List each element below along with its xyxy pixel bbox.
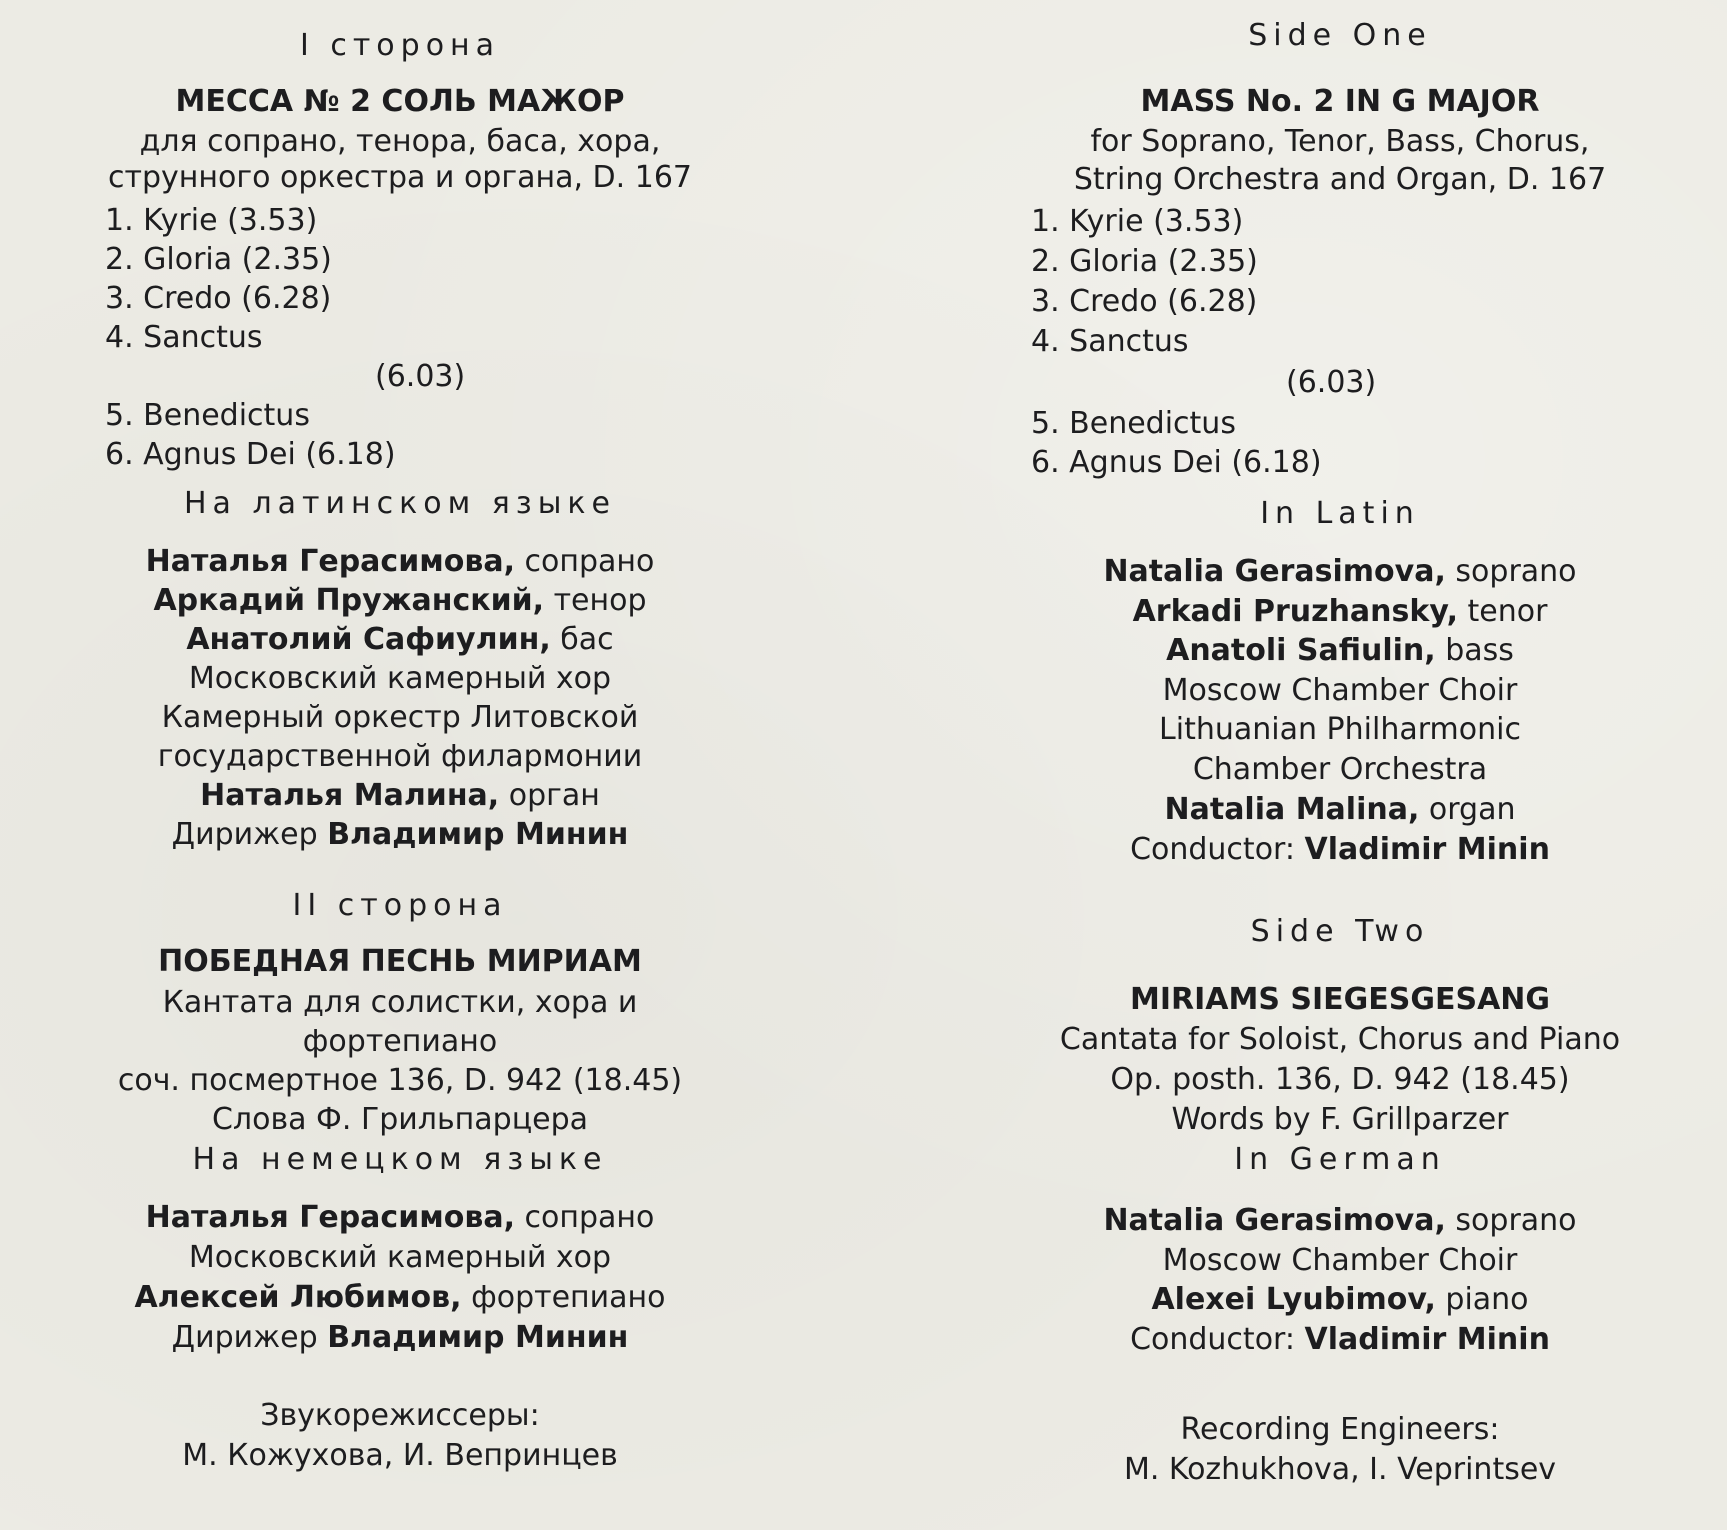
cantata-subtitle-ru-2: фортепиано <box>302 1024 498 1059</box>
organist-role: organ <box>1419 792 1516 827</box>
organist-line <box>975 792 1705 828</box>
sanctus-duration: (6.03) <box>1286 365 1377 400</box>
track-item: 4. Sanctus <box>1031 324 1189 359</box>
performer-line <box>975 633 1705 669</box>
mass-subtitle-ru-1: для сопрано, тенора, баса, хора, <box>139 124 661 159</box>
engineers-label-ru: Звукорежиссеры: <box>260 1398 540 1433</box>
side-one-heading-ru: I сторона <box>299 28 501 63</box>
track-item: 5. Benedictus <box>1031 406 1236 441</box>
organist-role: орган <box>499 778 600 813</box>
performer-name: Аркадий Пружанский, <box>153 583 545 618</box>
performer-role: soprano <box>1445 1203 1577 1238</box>
performer-name: Наталья Герасимова, <box>145 544 515 579</box>
performer-role: фортепиано <box>461 1280 666 1315</box>
track-item: 5. Benedictus <box>105 398 310 433</box>
track-item: 2. Gloria (2.35) <box>105 242 332 277</box>
orchestra-ru-2: государственной филармонии <box>157 739 643 774</box>
performer-name: Anatoli Safiulin, <box>1166 633 1436 668</box>
performer-role: piano <box>1435 1282 1529 1317</box>
words-by-en: Words by F. Grillparzer <box>1171 1102 1509 1137</box>
side-two-heading-en: Side Two <box>1250 914 1430 949</box>
engineers-label-en: Recording Engineers: <box>1180 1412 1500 1447</box>
choir-en: Moscow Chamber Choir <box>1162 673 1518 708</box>
cantata-subtitle-ru-1: Кантата для солистки, хора и <box>162 985 638 1020</box>
conductor-label: Дирижер <box>171 817 328 852</box>
performer-name: Анатолий Сафиулин, <box>186 622 551 657</box>
conductor-line <box>975 832 1705 868</box>
mass-subtitle-en-2: String Orchestra and Organ, D. 167 <box>1073 162 1607 197</box>
cantata-subtitle-ru-3: соч. посмертное 136, D. 942 (18.45) <box>117 1063 683 1098</box>
conductor-line <box>20 1320 780 1356</box>
track-item: 2. Gloria (2.35) <box>1031 244 1258 279</box>
language-note-en-1: In Latin <box>1260 496 1420 531</box>
mass-title-en: MASS No. 2 IN G MAJOR <box>1140 84 1540 119</box>
track-item: 6. Agnus Dei (6.18) <box>105 437 396 472</box>
engineers-ru: М. Кожухова, И. Вепринцев <box>182 1438 618 1473</box>
track-item: 1. Kyrie (3.53) <box>1031 204 1244 239</box>
cantata-title-ru: ПОБЕДНАЯ ПЕСНЬ МИРИАМ <box>158 944 642 979</box>
conductor-line <box>975 1322 1705 1358</box>
orchestra-en-2: Chamber Orchestra <box>1192 752 1488 787</box>
track-item: 6. Agnus Dei (6.18) <box>1031 445 1322 480</box>
performer-role: bass <box>1435 633 1514 668</box>
performer-line <box>975 1203 1705 1239</box>
orchestra-en-1: Lithuanian Philharmonic <box>1159 712 1521 747</box>
sanctus-duration: (6.03) <box>375 359 466 394</box>
performer-line <box>975 554 1705 590</box>
cantata-title-en: MIRIAMS SIEGESGESANG <box>1129 982 1551 1017</box>
cantata-subtitle-en-1: Cantata for Soloist, Chorus and Piano <box>1059 1022 1621 1057</box>
performer-name: Natalia Gerasimova, <box>1103 1203 1446 1238</box>
performer-line <box>975 1282 1705 1318</box>
performer-role: tenor <box>1457 594 1548 629</box>
track-item: 3. Credo (6.28) <box>1031 284 1258 319</box>
choir-ru: Московский камерный хор <box>188 661 612 696</box>
mass-title-ru: МЕССА № 2 СОЛЬ МАЖОР <box>175 84 625 119</box>
performer-role: сопрано <box>514 544 655 579</box>
track-item: 4. Sanctus <box>105 320 263 355</box>
language-note-en-2: In German <box>1234 1142 1446 1177</box>
performer-line <box>975 594 1705 630</box>
track-item: 1. Kyrie (3.53) <box>105 203 318 238</box>
conductor-label: Дирижер <box>171 1320 328 1355</box>
language-note-ru-1: На латинском языке <box>183 486 617 521</box>
performer-name: Alexei Lyubimov, <box>1151 1282 1436 1317</box>
performer-line <box>20 544 780 580</box>
performer-name: Natalia Gerasimova, <box>1103 554 1446 589</box>
performer-name: Arkadi Pruzhansky, <box>1132 594 1458 629</box>
mass-subtitle-en-1: for Soprano, Tenor, Bass, Chorus, <box>1090 124 1590 159</box>
organist-name: Natalia Malina, <box>1164 792 1420 827</box>
conductor-name: Владимир Минин <box>327 817 629 852</box>
language-note-ru-2: На немецком языке <box>192 1142 608 1177</box>
performer-role: бас <box>550 622 614 657</box>
organist-line <box>20 778 780 814</box>
choir-en-2: Moscow Chamber Choir <box>1162 1243 1518 1278</box>
cantata-subtitle-en-2: Op. posth. 136, D. 942 (18.45) <box>1110 1062 1570 1097</box>
conductor-name: Владимир Минин <box>327 1320 629 1355</box>
performer-line <box>20 622 780 658</box>
words-by-ru: Слова Ф. Грильпарцера <box>211 1102 588 1137</box>
performer-line <box>20 583 780 619</box>
conductor-label: Conductor: <box>1130 1322 1305 1357</box>
track-item: 3. Credo (6.28) <box>105 281 332 316</box>
mass-subtitle-ru-2: струнного оркестра и органа, D. 167 <box>108 160 692 195</box>
choir-ru-2: Московский камерный хор <box>188 1240 612 1275</box>
conductor-name: Vladimir Minin <box>1304 832 1550 867</box>
performer-name: Наталья Герасимова, <box>145 1200 515 1235</box>
performer-line <box>20 1280 780 1316</box>
performer-name: Алексей Любимов, <box>134 1280 462 1315</box>
performer-role: тенор <box>544 583 647 618</box>
performer-role: soprano <box>1445 554 1577 589</box>
performer-role: сопрано <box>514 1200 655 1235</box>
orchestra-ru-1: Камерный оркестр Литовской <box>161 700 639 735</box>
engineers-en: M. Kozhukhova, I. Veprintsev <box>1123 1452 1557 1487</box>
conductor-line <box>20 817 780 853</box>
conductor-name: Vladimir Minin <box>1304 1322 1550 1357</box>
side-two-heading-ru: II сторона <box>292 888 508 923</box>
conductor-label: Conductor: <box>1130 832 1305 867</box>
side-one-heading-en: Side One <box>1248 18 1432 53</box>
organist-name: Наталья Малина, <box>200 778 500 813</box>
performer-line <box>20 1200 780 1236</box>
